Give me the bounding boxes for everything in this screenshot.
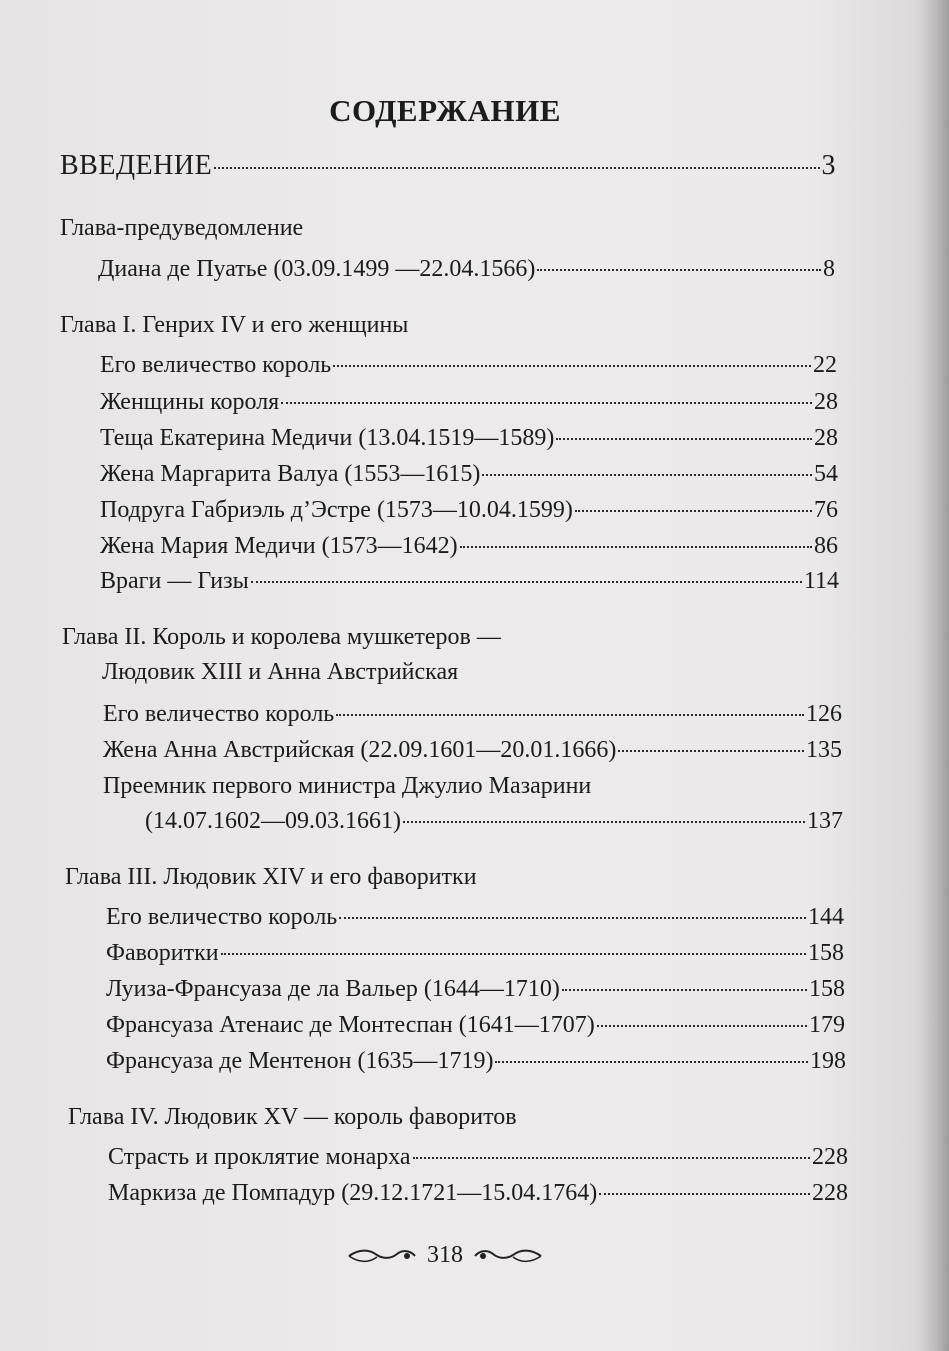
dot-leader bbox=[336, 714, 804, 716]
dot-leader bbox=[460, 546, 812, 548]
toc-entry-page: 198 bbox=[810, 1048, 846, 1074]
toc-entry[interactable] bbox=[106, 940, 844, 967]
toc-entry-label-first-line: Преемник первого министра Джулио Мазарини bbox=[103, 773, 592, 799]
chapter-heading: Глава II. Король и королева мушкетеров — bbox=[62, 624, 501, 650]
toc-entry-label: Подруга Габриэль д’Эстре (1573—10.04.1599) bbox=[100, 497, 573, 523]
toc-entry-page: 126 bbox=[806, 701, 842, 727]
dot-leader bbox=[537, 269, 821, 271]
toc-entry-page: 179 bbox=[809, 1012, 845, 1038]
toc-entry[interactable] bbox=[108, 1144, 848, 1171]
chapter-heading: Глава III. Людовик XIV и его фаворитки bbox=[65, 864, 477, 890]
toc-entry-label: Его величество король bbox=[100, 352, 332, 378]
toc-entry-page: 22 bbox=[813, 352, 837, 378]
toc-entry-label: Его величество король bbox=[103, 701, 335, 727]
toc-entry[interactable] bbox=[100, 389, 838, 416]
toc-entry[interactable] bbox=[145, 808, 843, 835]
dot-leader bbox=[281, 402, 812, 404]
toc-entry[interactable] bbox=[106, 904, 844, 931]
dot-leader bbox=[339, 917, 806, 919]
toc-entry[interactable] bbox=[108, 1180, 848, 1207]
toc-entry-page: 158 bbox=[808, 940, 844, 966]
page-footer bbox=[0, 1242, 890, 1269]
toc-entry-page: 76 bbox=[814, 497, 838, 523]
toc-entry-page: 158 bbox=[809, 976, 845, 1002]
toc-entry-label: Франсуаза Атенаис де Монтеспан (1641—1707) bbox=[106, 1012, 595, 1038]
toc-entry-label: Теща Екатерина Медичи (13.04.1519—1589) bbox=[100, 425, 555, 451]
dot-leader bbox=[251, 581, 802, 583]
dot-leader bbox=[413, 1157, 810, 1159]
toc-entry-page: 228 bbox=[812, 1144, 848, 1170]
toc-entry[interactable] bbox=[106, 976, 845, 1003]
chapter-heading: Глава-предуведомление bbox=[60, 215, 304, 241]
toc-entry[interactable] bbox=[100, 461, 838, 488]
toc-entry[interactable] bbox=[100, 352, 837, 379]
dot-leader bbox=[214, 167, 819, 169]
toc-entry-label: Жена Анна Австрийская (22.09.1601—20.01.1666) bbox=[103, 737, 617, 763]
dot-leader bbox=[575, 510, 812, 512]
toc-entry[interactable] bbox=[100, 533, 838, 560]
dot-leader bbox=[562, 989, 807, 991]
toc-entry[interactable] bbox=[103, 701, 842, 728]
chapter-heading-continued: Людовик XIII и Анна Австрийская bbox=[102, 659, 459, 685]
toc-entry[interactable] bbox=[98, 256, 835, 283]
toc-entry-label: Женщины короля bbox=[100, 389, 280, 415]
page-number: 318 bbox=[427, 1242, 463, 1268]
toc-entry-label: Жена Мария Медичи (1573—1642) bbox=[100, 533, 458, 559]
toc-entry-page: 144 bbox=[808, 904, 844, 930]
toc-entry[interactable] bbox=[106, 1012, 845, 1039]
dot-leader bbox=[618, 750, 804, 752]
toc-entry-page: 28 bbox=[814, 389, 838, 415]
scroll-flourish-icon bbox=[473, 1247, 543, 1265]
toc-intro-line[interactable] bbox=[60, 150, 836, 182]
chapter-heading: Глава I. Генрих IV и его женщины bbox=[60, 312, 409, 338]
toc-entry-label: Страсть и проклятие монарха bbox=[108, 1144, 411, 1170]
toc-entry[interactable] bbox=[103, 737, 842, 764]
dot-leader bbox=[556, 438, 812, 440]
toc-entry-label: Фаворитки bbox=[106, 940, 219, 966]
toc-entry-label: Враги — Гизы bbox=[100, 568, 249, 594]
toc-intro-page: 3 bbox=[821, 150, 836, 181]
toc-entry-label: Луиза-Франсуаза де ла Вальер (1644—1710) bbox=[106, 976, 560, 1002]
dot-leader bbox=[495, 1061, 808, 1063]
dot-leader bbox=[333, 365, 811, 367]
toc-entry-label: Жена Маргарита Валуа (1553—1615) bbox=[100, 461, 481, 487]
scroll-flourish-icon bbox=[347, 1247, 417, 1265]
dot-leader bbox=[403, 821, 805, 823]
toc-entry-label: Маркиза де Помпадур (29.12.1721—15.04.1764) bbox=[108, 1180, 598, 1206]
dot-leader bbox=[597, 1025, 807, 1027]
toc-entry-page: 28 bbox=[814, 425, 838, 451]
toc-entry[interactable] bbox=[100, 497, 838, 524]
toc-entry[interactable] bbox=[100, 568, 839, 595]
spine-shadow bbox=[919, 0, 949, 1351]
dot-leader bbox=[599, 1193, 810, 1195]
toc-entry-label: Его величество король bbox=[106, 904, 338, 930]
toc-entry-label: Франсуаза де Ментенон (1635—1719) bbox=[106, 1048, 494, 1074]
toc-entry-label: Диана де Пуатье (03.09.1499 —22.04.1566) bbox=[98, 256, 536, 282]
toc-entry-page: 8 bbox=[823, 256, 835, 282]
toc-entry[interactable] bbox=[106, 1048, 846, 1075]
chapter-heading: Глава IV. Людовик XV — король фаворитов bbox=[68, 1104, 517, 1130]
toc-entry-page: 86 bbox=[814, 533, 838, 559]
toc-entry-page: 135 bbox=[806, 737, 842, 763]
toc-entry-page: 54 bbox=[814, 461, 838, 487]
dot-leader bbox=[482, 474, 812, 476]
toc-entry-page: 137 bbox=[807, 808, 843, 834]
toc-entry[interactable] bbox=[100, 425, 838, 452]
page-title: СОДЕРЖАНИЕ bbox=[329, 93, 561, 128]
toc-entry-page: 228 bbox=[812, 1180, 848, 1206]
toc-entry-label: (14.07.1602—09.03.1661) bbox=[145, 808, 401, 834]
toc-entry-page: 114 bbox=[803, 568, 839, 594]
toc-intro-label: ВВЕДЕНИЕ bbox=[60, 150, 213, 181]
dot-leader bbox=[221, 953, 806, 955]
